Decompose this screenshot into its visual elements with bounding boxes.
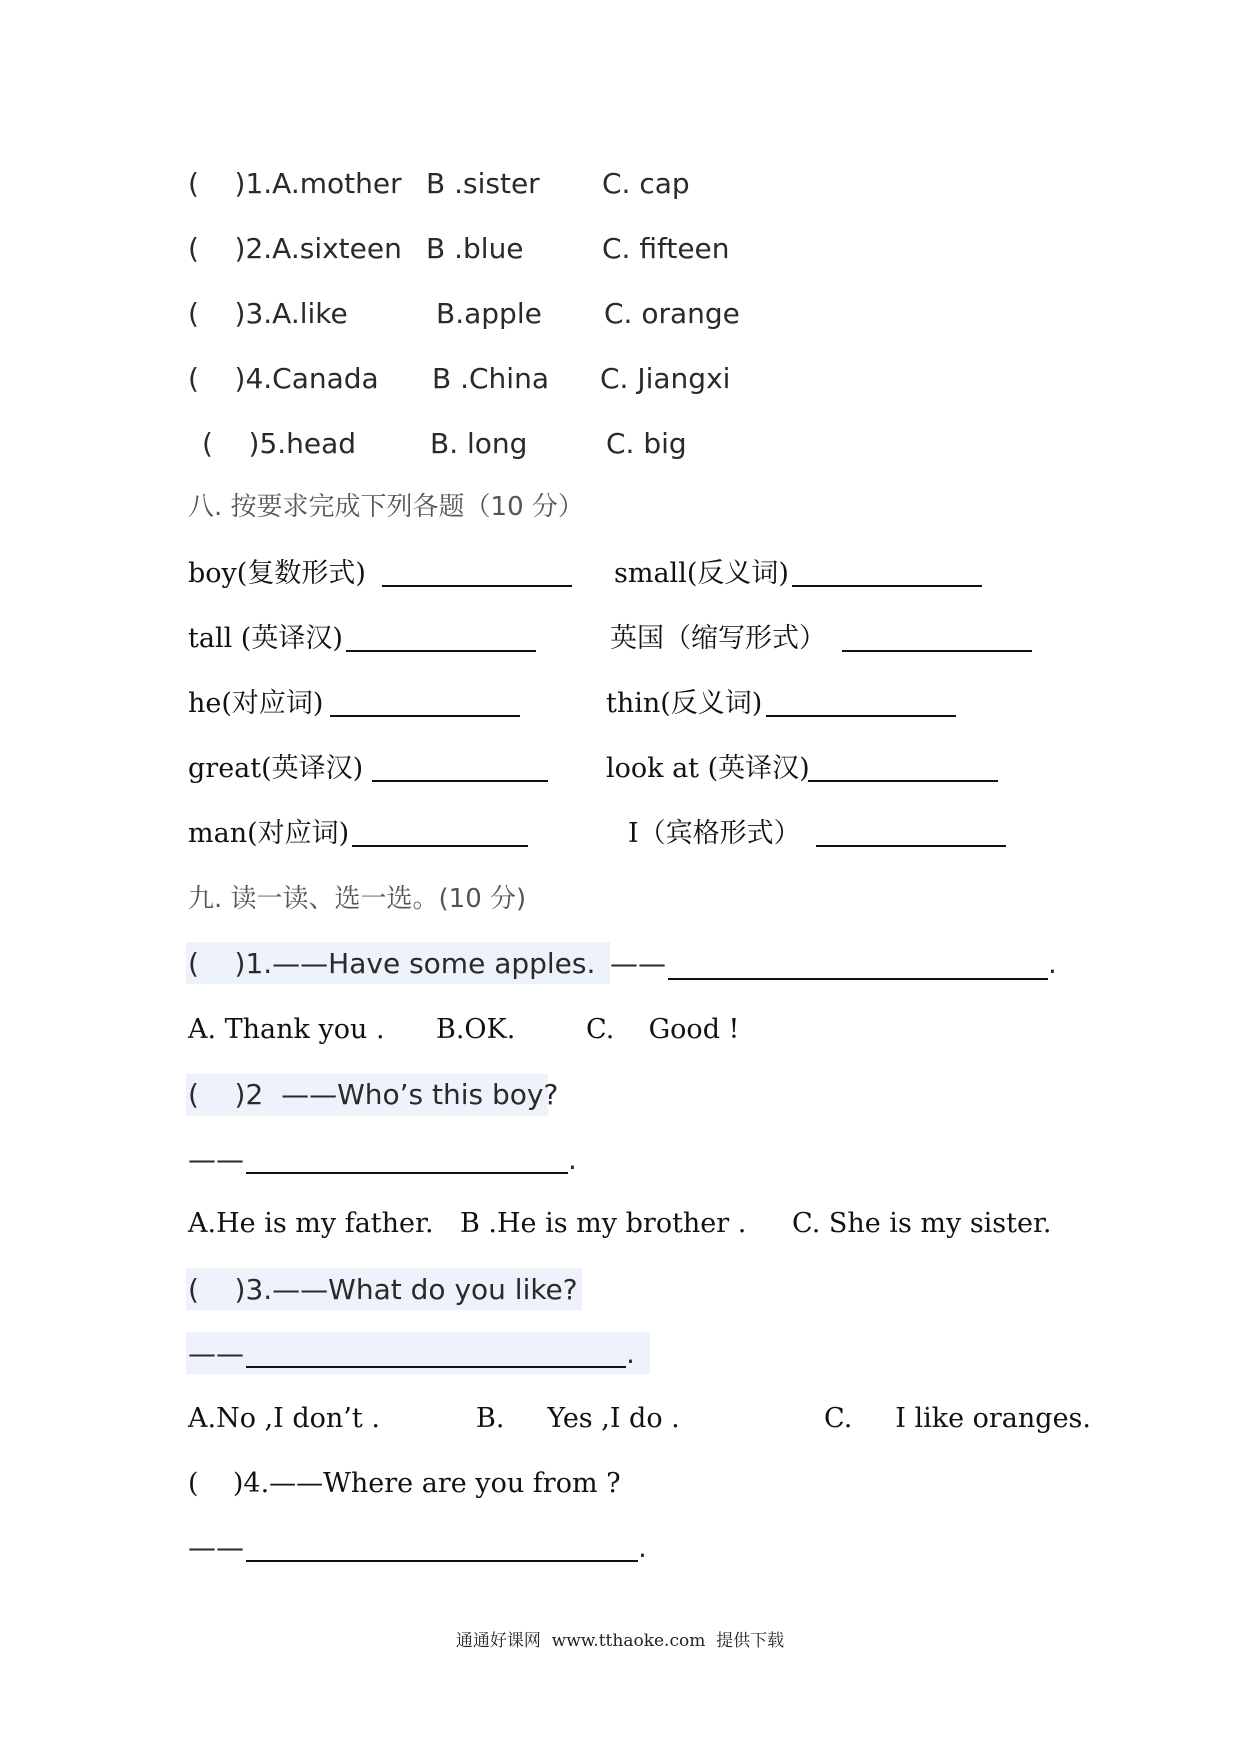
s7-item2-a: ( )2.A.sixteen <box>188 232 402 265</box>
q1-answer-blank[interactable] <box>668 978 1048 980</box>
s8-row5-left-label: man(对应词) <box>188 818 350 849</box>
section8-heading: 八. 按要求完成下列各题（10 分） <box>188 492 584 522</box>
s8-row3-left-label: he(对应词) <box>188 688 324 719</box>
q1-option-a: A. Thank you . <box>188 1014 385 1045</box>
q1-answer-prefix: —— <box>610 947 666 980</box>
q1-option-c: C. Good ! <box>586 1014 740 1045</box>
s7-item3-a: ( )3.A.like <box>188 297 348 330</box>
q2-end-period: . <box>568 1143 577 1176</box>
section9-heading: 九. 读一读、选一选。(10 分) <box>188 884 527 914</box>
q3-stem: ( )3.——What do you like? <box>188 1273 578 1306</box>
q3-option-b: B. Yes ,I do . <box>476 1403 680 1434</box>
s8-row1-left-label: boy(复数形式) <box>188 558 366 589</box>
q3-option-a: A.No ,I don’t . <box>188 1403 380 1434</box>
q4-end-period: . <box>638 1531 647 1564</box>
q3-end-period: . <box>626 1337 635 1370</box>
s8-row1-right-label: small(反义词) <box>614 558 789 589</box>
s7-item5-a: ( )5.head <box>202 427 357 460</box>
s7-item1-a: ( )1.A.mother <box>188 167 402 200</box>
q2-option-b: B .He is my brother . <box>460 1208 747 1239</box>
s8-row2-right-label: 英国（缩写形式） <box>610 623 826 654</box>
s7-item3-c: C. orange <box>604 297 740 330</box>
q2-stem: ( )2 ——Who’s this boy? <box>188 1078 559 1111</box>
s8-row5-right-blank[interactable] <box>816 845 1006 847</box>
s7-item1-b: B .sister <box>426 167 540 200</box>
s8-row1-left-blank[interactable] <box>382 585 572 587</box>
q2-answer-prefix: —— <box>188 1143 244 1176</box>
s7-item1-c: C. cap <box>602 167 690 200</box>
s7-item2-b: B .blue <box>426 232 524 265</box>
s8-row5-right-label: I（宾格形式） <box>628 818 801 849</box>
q4-stem: ( )4.——Where are you from ? <box>188 1468 621 1499</box>
q2-answer-blank[interactable] <box>246 1172 568 1174</box>
s7-item4-b: B .China <box>432 362 549 395</box>
s8-row2-left-label: tall (英译汉) <box>188 623 343 654</box>
s7-item2-c: C. fifteen <box>602 232 730 265</box>
s7-item3-b: B.apple <box>436 297 542 330</box>
s8-row4-right-blank[interactable] <box>808 780 998 782</box>
s8-row5-left-blank[interactable] <box>352 845 528 847</box>
s7-item4-c: C. Jiangxi <box>600 362 731 395</box>
s7-item4-a: ( )4.Canada <box>188 362 379 395</box>
q4-answer-prefix: —— <box>188 1531 244 1564</box>
s8-row3-left-blank[interactable] <box>330 715 520 717</box>
q3-answer-blank[interactable] <box>246 1366 626 1368</box>
s8-row2-left-blank[interactable] <box>346 650 536 652</box>
q2-option-c: C. She is my sister. <box>792 1208 1052 1239</box>
q1-option-b: B.OK. <box>436 1014 516 1045</box>
s8-row2-right-blank[interactable] <box>842 650 1032 652</box>
s8-row4-left-blank[interactable] <box>372 780 548 782</box>
s7-item5-c: C. big <box>606 427 687 460</box>
s8-row3-right-label: thin(反义词) <box>606 688 763 719</box>
footer-text: 通通好课网 www.tthaoke.com 提供下载 <box>455 1631 785 1651</box>
q1-end-period: . <box>1048 947 1057 980</box>
s8-row4-right-label: look at (英译汉) <box>606 753 810 784</box>
s8-row4-left-label: great(英译汉) <box>188 753 364 784</box>
q4-answer-blank[interactable] <box>246 1560 638 1562</box>
s7-item5-b: B. long <box>430 427 528 460</box>
q3-answer-prefix: —— <box>188 1337 244 1370</box>
s8-row1-right-blank[interactable] <box>792 585 982 587</box>
q2-option-a: A.He is my father. <box>188 1208 434 1239</box>
s8-row3-right-blank[interactable] <box>766 715 956 717</box>
q3-option-c: C. I like oranges. <box>824 1403 1091 1434</box>
q1-stem: ( )1.——Have some apples. <box>188 947 596 980</box>
